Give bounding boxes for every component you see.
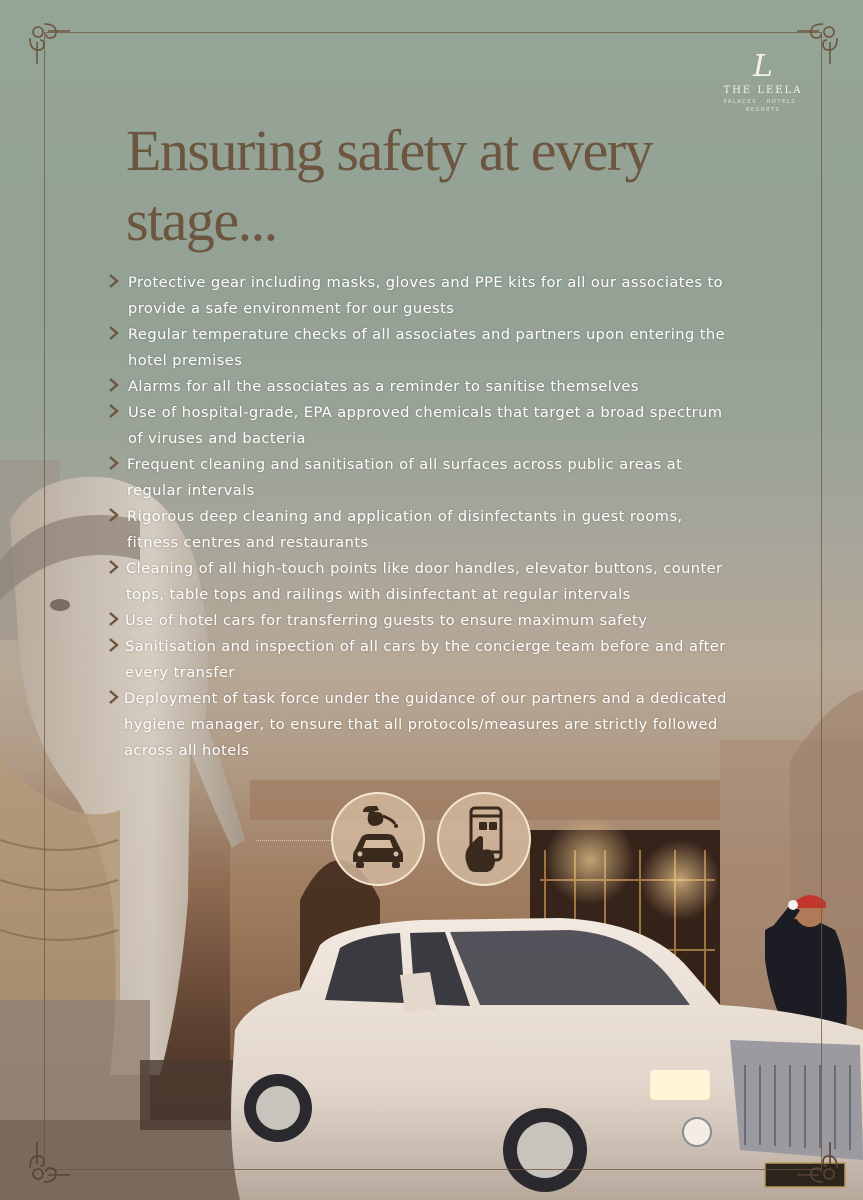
bullet-item [108,608,738,634]
feature-icons [256,792,536,892]
car-sanitise-icon [331,792,425,886]
chevron-right-icon [108,690,120,704]
bullet-item [108,634,738,686]
chevron-right-icon [108,638,120,652]
bullet-text: Alarms for all the associates as a reminder to sanitise themselves [128,378,639,395]
dotted-divider [256,840,331,841]
bullet-text: Deployment of task force under the guidance of our partners and a dedicated hygiene manager, to ensure that all protocols/measures are strictly followed across all hotels [124,690,727,759]
chevron-right-icon [108,456,120,470]
chevron-right-icon [108,560,120,574]
page-title: Ensuring safety at every stage... [126,118,653,253]
bullet-text: Sanitisation and inspection of all cars by the concierge team before and after every transfer [125,638,726,681]
chevron-right-icon [108,404,120,418]
chevron-right-icon [108,378,120,392]
ornament-corner-icon [26,1140,72,1186]
bullet-item [108,374,738,400]
ornament-corner-icon [795,1140,841,1186]
bullet-item [108,400,738,452]
brand-logo [708,50,818,114]
bullet-text: Cleaning of all high-touch points like door handles, elevator buttons, counter tops, table tops and railings with disinfectant at regular intervals [126,560,723,603]
logo-mark: L [753,49,773,84]
bullet-text: Rigorous deep cleaning and application of disinfectants in guest rooms, fitness centres and restaurants [127,508,683,551]
bullet-text: Use of hospital-grade, EPA approved chemicals that target a broad spectrum of viruses and bacteria [128,404,723,447]
bullet-item [108,504,738,556]
bullet-item [108,452,738,504]
chevron-right-icon [108,612,120,626]
chevron-right-icon [108,508,120,522]
logo-tagline: PALACES · HOTELS · RESORTS [723,99,803,113]
safety-measures-list [108,270,738,764]
chevron-right-icon [108,326,120,340]
bullet-item [108,270,738,322]
bullet-text: Protective gear including masks, gloves and PPE kits for all our associates to provide a safe environment for our guests [128,274,724,317]
logo-brand-name: THE LEELA [723,85,803,96]
bullet-item [108,322,738,374]
bullet-item [108,556,738,608]
bullet-text: Use of hotel cars for transferring guests to ensure maximum safety [125,612,648,629]
chevron-right-icon [108,274,120,288]
phone-touch-icon [437,792,531,886]
bullet-text: Frequent cleaning and sanitisation of all surfaces across public areas at regular intervals [127,456,683,499]
bullet-item [108,686,738,764]
ornament-corner-icon [26,20,72,66]
bullet-text: Regular temperature checks of all associates and partners upon entering the hotel premises [128,326,726,369]
